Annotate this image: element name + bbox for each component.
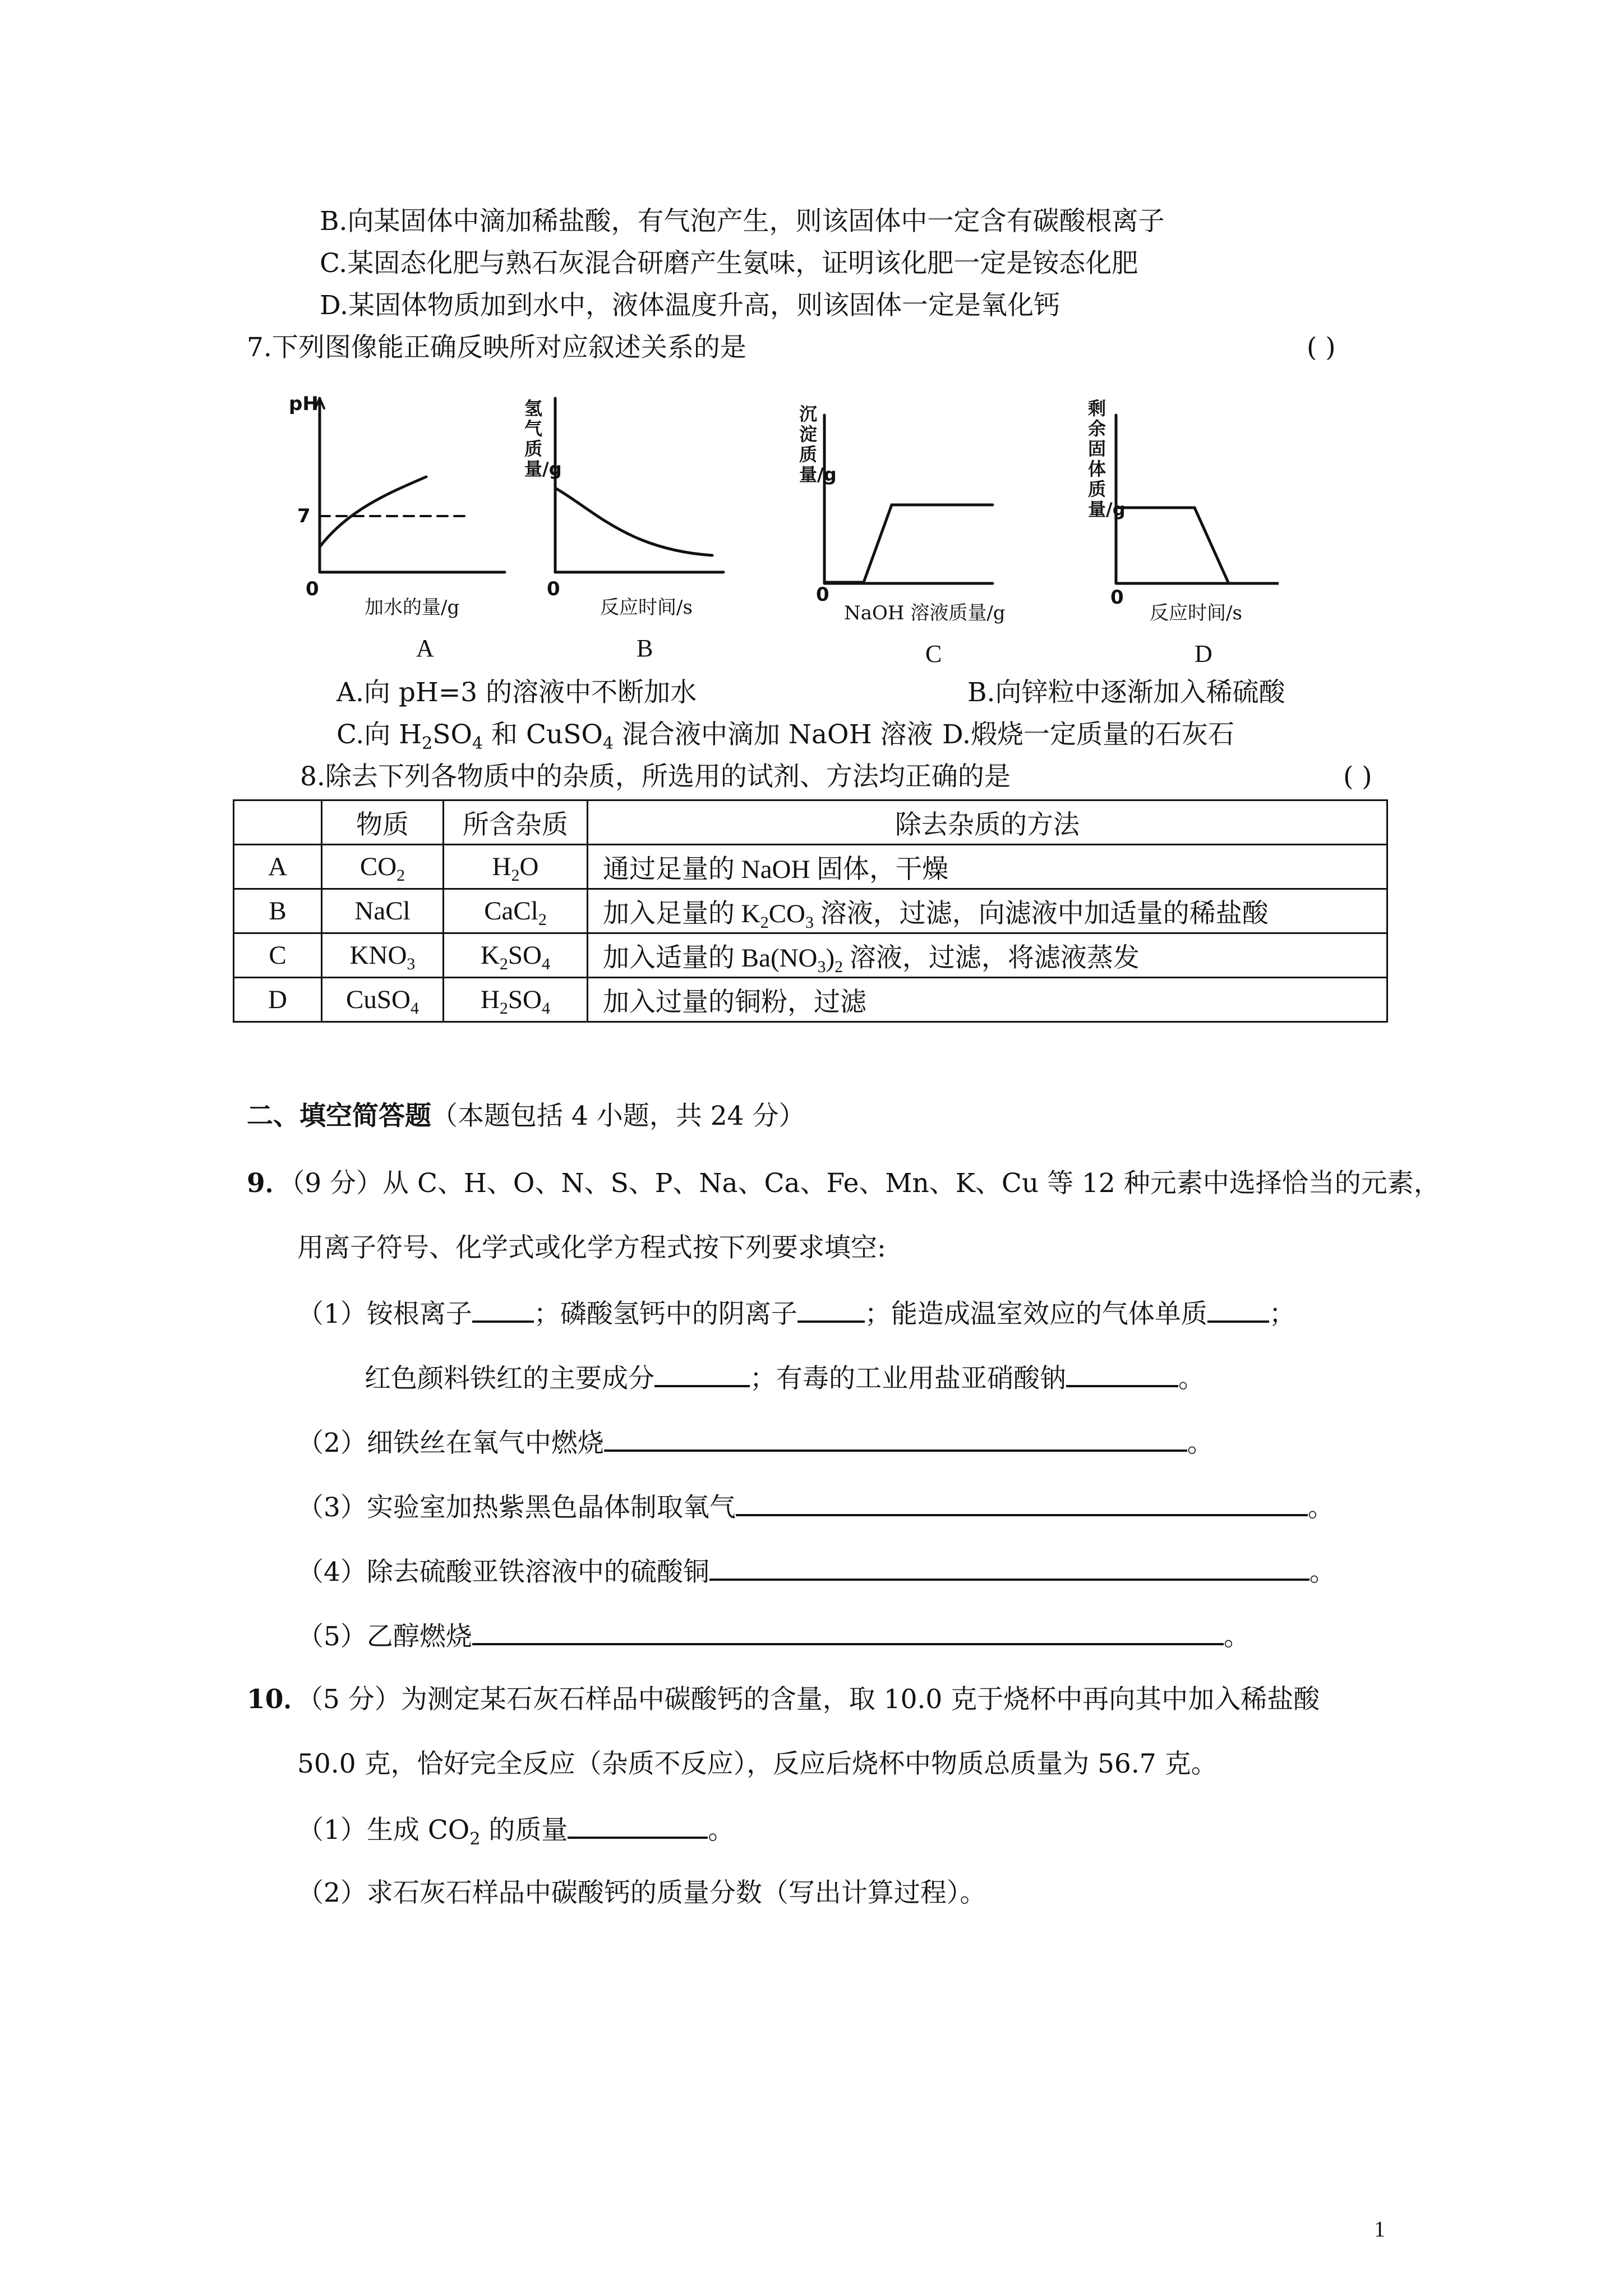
row-label: A	[234, 845, 322, 889]
substance-cell: CuSO$_4$	[322, 978, 444, 1022]
answer-blank[interactable]	[604, 1425, 1187, 1452]
answer-blank[interactable]	[1207, 1296, 1269, 1323]
table-header-cell: 物质	[322, 800, 444, 845]
table-header-row	[234, 800, 1387, 845]
q9-part1-line1: （1）铵根离子 ；磷酸氢钙中的阴离子 ；能造成温室效应的气体单质 ；	[297, 1296, 1295, 1331]
table-header-cell: 除去杂质的方法	[588, 800, 1387, 845]
q10-part2: （2）求石灰石样品中碳酸钙的质量分数（写出计算过程）。	[297, 1878, 986, 1908]
graph-d-letter: D	[1195, 640, 1212, 668]
q7-stem: 7.下列图像能正确反映所对应叙述关系的是	[247, 332, 746, 363]
graph-a-ytick: 7	[297, 505, 311, 527]
q9-line1: 9．（9 分）从 C、H、O、N、S、P、Na、Ca、Fe、Mn、K、Cu 等 12 种元素中选择恰当的元素，	[247, 1168, 1440, 1199]
q9-part1-line2: 红色颜料铁红的主要成分 ；有毒的工业用盐亚硝酸钠 。	[365, 1360, 1205, 1396]
table-row	[234, 978, 1387, 1022]
graph-c-ylabel: 沉淀质量/g	[799, 403, 837, 485]
table-header-cell	[234, 800, 322, 845]
q9-part2: （2）细铁丝在氧气中燃烧 。	[297, 1425, 1214, 1460]
q10-line1: 10．（5 分）为测定某石灰石样品中碳酸钙的含量，取 10.0 克于烧杯中再向其中加入稀盐酸	[247, 1684, 1320, 1715]
graph-d-origin: 0	[1110, 586, 1124, 609]
graph-c-letter: C	[925, 640, 942, 668]
section-2-heading: 二、填空简答题（本题包括 4 小题，共 24 分）	[247, 1101, 805, 1131]
q8-answer-paren: ( )	[1343, 761, 1372, 792]
answer-blank[interactable]	[709, 1554, 1310, 1581]
method-cell: 加入适量的 $Ba(NO_3)_2$ 溶液，过滤，将滤液蒸发	[588, 933, 1387, 978]
answer-blank[interactable]	[472, 1618, 1224, 1645]
graph-a-ylabel: pH	[289, 393, 319, 415]
q7-answer-paren: ( )	[1307, 332, 1336, 363]
graph-c	[824, 415, 993, 583]
answer-blank[interactable]	[797, 1296, 865, 1323]
graph-b-ylabel: 氢气质量/g	[524, 398, 562, 480]
graph-a-origin: 0	[306, 578, 319, 600]
answer-blank[interactable]	[1066, 1360, 1178, 1387]
row-label: C	[234, 933, 322, 978]
q9-part3: （3）实验室加热紫黑色晶体制取氧气 。	[297, 1489, 1334, 1525]
substance-cell: $CO_2$	[322, 845, 444, 889]
q7-option-d: D.煅烧一定质量的石灰石	[942, 719, 1234, 750]
q7-option-c: C.向 $H_2SO_4$ 和 CuSO$_4$ 混合液中滴加 NaOH 溶液	[336, 719, 933, 753]
q7-option-a: A.向 pH=3 的溶液中不断加水	[336, 677, 697, 708]
table-row	[234, 845, 1387, 889]
q9-part5: （5）乙醇燃烧 。	[297, 1618, 1250, 1654]
graph-b-origin: 0	[547, 578, 560, 600]
method-cell: 加入过量的铜粉，过滤	[588, 978, 1387, 1022]
substance-cell: NaCl	[322, 889, 444, 933]
graph-a-xlabel: 加水的量/g	[365, 596, 460, 619]
method-cell: 通过足量的 NaOH 固体，干燥	[588, 845, 1387, 889]
graph-c-xlabel: NaOH 溶液质量/g	[844, 602, 1006, 624]
graph-c-origin: 0	[816, 583, 829, 606]
answer-blank[interactable]	[736, 1489, 1308, 1516]
q6-option-c: C.某固态化肥与熟石灰混合研磨产生氨味，证明该化肥一定是铵态化肥	[320, 248, 1138, 279]
graph-d	[1116, 415, 1279, 583]
answer-blank[interactable]	[568, 1812, 708, 1839]
impurity-cell: $H_2SO_4$	[444, 978, 588, 1022]
table-header-cell: 所含杂质	[444, 800, 588, 845]
table-row	[234, 889, 1387, 933]
q10-part1: （1）生成 $CO_2$ 的质量 。	[297, 1812, 734, 1847]
q9-part4: （4）除去硫酸亚铁溶液中的硫酸铜 。	[297, 1554, 1336, 1589]
impurity-cell: $K_2SO_4$	[444, 933, 588, 978]
impurity-cell: CaCl$_2$	[444, 889, 588, 933]
substance-cell: $KNO_3$	[322, 933, 444, 978]
row-label: B	[234, 889, 322, 933]
q6-option-b: B.向某固体中滴加稀盐酸，有气泡产生，则该固体中一定含有碳酸根离子	[320, 206, 1165, 237]
answer-blank[interactable]	[472, 1296, 534, 1323]
method-cell: 加入足量的 $K_2CO_3$ 溶液，过滤，向滤液中加适量的稀盐酸	[588, 889, 1387, 933]
graph-a	[315, 398, 505, 572]
graph-b	[555, 398, 723, 572]
graph-d-ylabel: 剩余固体质量/g	[1088, 398, 1126, 520]
q9-line2: 用离子符号、化学式或化学方程式按下列要求填空:	[297, 1232, 886, 1263]
graph-b-letter: B	[637, 634, 653, 662]
q7-option-b: B.向锌粒中逐渐加入稀硫酸	[967, 677, 1285, 708]
q8-stem: 8.除去下列各物质中的杂质，所选用的试剂、方法均正确的是	[300, 761, 1011, 792]
q8-table	[233, 799, 1388, 1023]
graph-d-xlabel: 反应时间/s	[1150, 602, 1242, 624]
q6-option-d: D.某固体物质加到水中，液体温度升高，则该固体一定是氧化钙	[320, 290, 1060, 321]
page-number: 1	[1374, 2216, 1385, 2242]
row-label: D	[234, 978, 322, 1022]
graph-b-xlabel: 反应时间/s	[600, 596, 693, 619]
graph-a-letter: A	[416, 634, 434, 662]
answer-blank[interactable]	[654, 1360, 750, 1387]
impurity-cell: $H_2O$	[444, 845, 588, 889]
table-row	[234, 933, 1387, 978]
q10-line2: 50.0 克，恰好完全反应（杂质不反应），反应后烧杯中物质总质量为 56.7 克。	[297, 1749, 1218, 1779]
